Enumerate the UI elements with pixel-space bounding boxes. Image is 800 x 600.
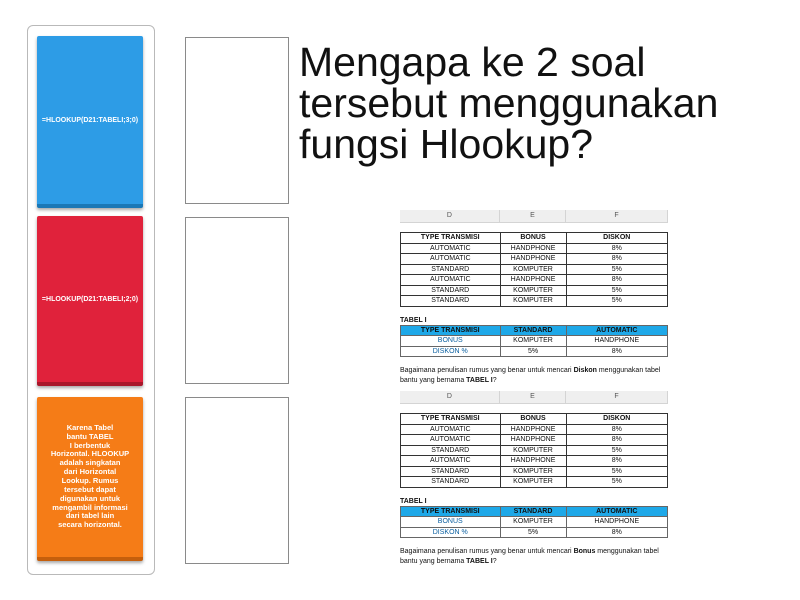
data-table	[400, 232, 668, 307]
table-cell: KOMPUTER	[500, 265, 566, 275]
lookup-table	[400, 325, 668, 358]
table-cell: STANDARD	[400, 265, 500, 275]
table-cell: KOMPUTER	[500, 296, 566, 306]
table-row	[400, 254, 668, 265]
table-cell: HANDPHONE	[500, 244, 566, 254]
lookup-cell: HANDPHONE	[566, 517, 668, 527]
table-row	[400, 244, 668, 255]
sheet-question-keyword: TABEL I	[466, 558, 493, 565]
sheet-question-part: menggunakan tabel bantu yang bernama	[400, 367, 661, 384]
table-row	[400, 296, 668, 307]
table-cell: AUTOMATIC	[400, 435, 500, 445]
drop-slot-1[interactable]	[185, 37, 289, 204]
table-cell: 8%	[566, 244, 668, 254]
table-cell: 8%	[566, 456, 668, 466]
table-cell: AUTOMATIC	[400, 244, 500, 254]
lookup-cell: DISKON %	[400, 347, 500, 357]
table-header-cell: TYPE TRANSMISI	[400, 233, 500, 243]
table-cell: STANDARD	[400, 446, 500, 456]
table-header-cell: BONUS	[500, 233, 566, 243]
lookup-cell: KOMPUTER	[500, 517, 566, 527]
table-cell: 8%	[566, 425, 668, 435]
data-table	[400, 413, 668, 488]
table-row	[400, 286, 668, 297]
answer-card-text: =HLOOKUP(D21:TABELI;3;0)	[41, 116, 139, 124]
table-header-cell: TYPE TRANSMISI	[400, 414, 500, 424]
table-row	[400, 275, 668, 286]
lookup-cell: 5%	[500, 347, 566, 357]
table-cell: STANDARD	[400, 477, 500, 487]
answer-card-text: =HLOOKUP(D21:TABELI;2;0)	[41, 295, 139, 303]
lookup-table-title: TABEL I	[400, 316, 427, 324]
table-cell: AUTOMATIC	[400, 456, 500, 466]
table-cell: 5%	[566, 265, 668, 275]
lookup-row	[400, 517, 668, 528]
lookup-cell: 8%	[566, 528, 668, 538]
table-header-cell: BONUS	[500, 414, 566, 424]
table-cell: KOMPUTER	[500, 446, 566, 456]
spreadsheet-image-1	[400, 210, 668, 386]
lookup-header-cell: AUTOMATIC	[566, 507, 668, 517]
table-cell: 5%	[566, 296, 668, 306]
table-cell: 5%	[566, 446, 668, 456]
table-cell: KOMPUTER	[500, 467, 566, 477]
lookup-cell: KOMPUTER	[500, 336, 566, 346]
sheet-question-part: ?	[492, 558, 497, 565]
sheet-question-part: Bagaimana penulisan rumus yang benar untuk mencari	[400, 548, 574, 555]
lookup-cell: BONUS	[400, 336, 500, 346]
table-cell: STANDARD	[400, 467, 500, 477]
lookup-cell: 5%	[500, 528, 566, 538]
lookup-header-cell: AUTOMATIC	[566, 326, 668, 336]
table-row	[400, 446, 668, 457]
lookup-cell: 8%	[566, 347, 668, 357]
table-header-cell: DISKON	[566, 233, 668, 243]
lookup-header-cell: TYPE TRANSMISI	[400, 507, 500, 517]
table-cell: AUTOMATIC	[400, 254, 500, 264]
table-row	[400, 425, 668, 436]
table-cell: AUTOMATIC	[400, 425, 500, 435]
table-header-row	[400, 232, 668, 244]
sheet-question	[400, 366, 668, 386]
table-row	[400, 456, 668, 467]
lookup-header-cell: STANDARD	[500, 326, 566, 336]
table-cell: STANDARD	[400, 286, 500, 296]
lookup-header-row	[400, 325, 668, 337]
column-header-row	[400, 210, 668, 223]
table-cell: HANDPHONE	[500, 456, 566, 466]
lookup-table	[400, 506, 668, 539]
column-header: F	[566, 210, 668, 222]
sheet-question-part: menggunakan tabel bantu yang bernama	[400, 548, 659, 565]
lookup-cell: DISKON %	[400, 528, 500, 538]
table-cell: 5%	[566, 477, 668, 487]
table-header-row	[400, 413, 668, 425]
table-cell: HANDPHONE	[500, 254, 566, 264]
answer-card-text: Karena Tabel bantu TABEL I berbentuk Horizontal. HLOOKUP adalah singkatan dari Horizontal Lookup. Rumus tersebut dapat digunakan untuk mengambil informasi dari tabel lain secara horizontal.	[50, 422, 130, 530]
sheet-question-part: Bagaimana penulisan rumus yang benar untuk mencari	[400, 367, 574, 374]
table-row	[400, 477, 668, 488]
answer-card-hlookup-3[interactable]	[37, 36, 143, 208]
table-header-cell: DISKON	[566, 414, 668, 424]
lookup-header-cell: TYPE TRANSMISI	[400, 326, 500, 336]
drop-slot-3[interactable]	[185, 397, 289, 564]
lookup-row	[400, 347, 668, 358]
sheet-question-keyword: TABEL I	[466, 377, 493, 384]
lookup-cell: BONUS	[400, 517, 500, 527]
drop-slot-2[interactable]	[185, 217, 289, 384]
table-cell: 8%	[566, 435, 668, 445]
lookup-cell: HANDPHONE	[566, 336, 668, 346]
lookup-row	[400, 528, 668, 539]
lookup-header-cell: STANDARD	[500, 507, 566, 517]
column-header-row	[400, 391, 668, 404]
sheet-question-keyword: Diskon	[573, 367, 597, 374]
table-cell: STANDARD	[400, 296, 500, 306]
table-cell: 5%	[566, 467, 668, 477]
table-cell: KOMPUTER	[500, 477, 566, 487]
table-cell: 8%	[566, 275, 668, 285]
column-header: E	[500, 391, 566, 403]
sheet-question-part: ?	[492, 377, 497, 384]
table-cell: HANDPHONE	[500, 435, 566, 445]
lookup-table-title: TABEL I	[400, 497, 427, 505]
table-cell: KOMPUTER	[500, 286, 566, 296]
sheet-question	[400, 547, 668, 567]
column-header: D	[400, 391, 500, 403]
table-cell: 8%	[566, 254, 668, 264]
answer-card-hlookup-2[interactable]	[37, 216, 143, 386]
table-cell: AUTOMATIC	[400, 275, 500, 285]
spreadsheet-image-2	[400, 391, 668, 567]
answer-card-explanation[interactable]	[37, 397, 143, 561]
table-cell: HANDPHONE	[500, 425, 566, 435]
question-text: Mengapa ke 2 soal tersebut menggunakan fungsi Hlookup?	[299, 39, 719, 167]
table-cell: HANDPHONE	[500, 275, 566, 285]
table-row	[400, 435, 668, 446]
table-row	[400, 467, 668, 478]
table-cell: 5%	[566, 286, 668, 296]
lookup-row	[400, 336, 668, 347]
table-row	[400, 265, 668, 276]
sheet-question-keyword: Bonus	[573, 548, 596, 555]
column-header: D	[400, 210, 500, 222]
lookup-header-row	[400, 506, 668, 518]
column-header: E	[500, 210, 566, 222]
column-header: F	[566, 391, 668, 403]
